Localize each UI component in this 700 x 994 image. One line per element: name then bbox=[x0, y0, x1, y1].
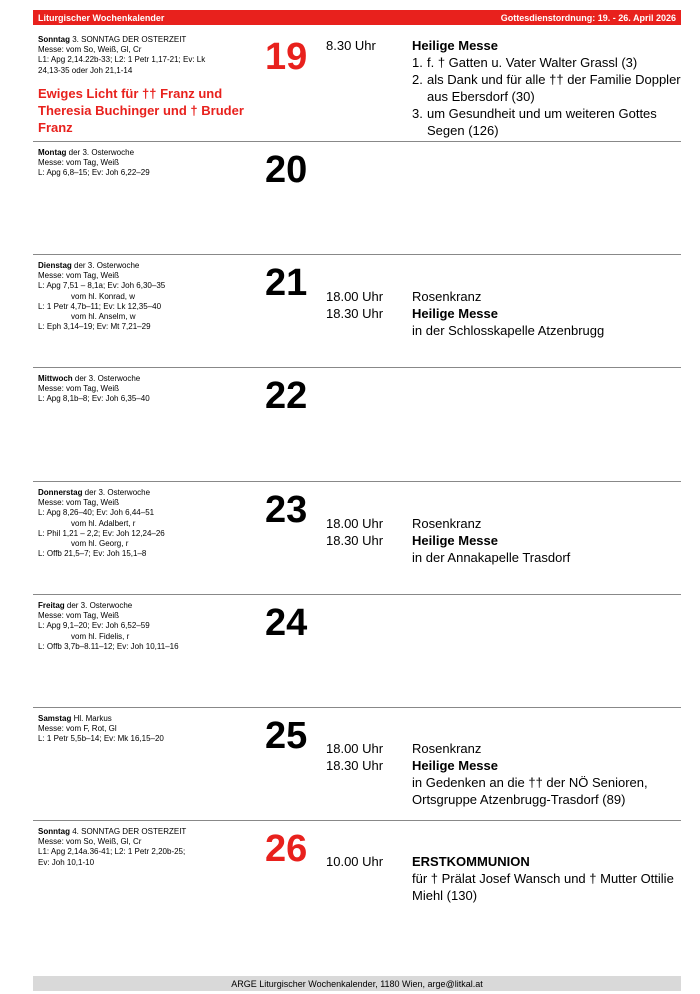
event-item bbox=[326, 853, 681, 904]
liturgy-line: vom hl. Konrad, w bbox=[71, 291, 136, 301]
liturgy-info bbox=[38, 714, 268, 745]
event-text bbox=[412, 853, 681, 904]
liturgy-info bbox=[38, 148, 268, 179]
liturgy-heading bbox=[38, 714, 268, 724]
liturgy-info bbox=[38, 827, 268, 868]
liturgy-line: Messe: vom F, Rot, Gl bbox=[38, 724, 117, 734]
feast-name: 4. SONNTAG DER OSTERZEIT bbox=[70, 827, 187, 836]
event-text bbox=[412, 515, 681, 532]
event-list bbox=[326, 853, 681, 904]
liturgy-line: L: Offb 3,7b–8.11–12; Ev: Joh 10,11–16 bbox=[38, 641, 179, 651]
day-number: 25 bbox=[265, 715, 308, 757]
event-description: in der Schlosskapelle Atzenbrugg bbox=[412, 323, 605, 338]
weekday-name: Donnerstag bbox=[38, 488, 83, 497]
liturgy-line: vom hl. Anselm, w bbox=[71, 312, 136, 322]
liturgy-info bbox=[38, 488, 268, 559]
liturgy-line: Messe: vom Tag, Weiß bbox=[38, 498, 120, 508]
event-time: 18.00 Uhr bbox=[326, 289, 384, 304]
liturgy-line: vom hl. Adalbert, r bbox=[71, 518, 136, 528]
intention-text: als Dank und für alle †† der Familie Doppler aus Ebersdorf (30) bbox=[427, 72, 681, 104]
header-date-range: Gottesdienstordnung: 19. - 26. April 2026 bbox=[500, 12, 676, 23]
event-plain: Rosenkranz bbox=[412, 741, 482, 756]
day-number: 20 bbox=[265, 149, 308, 191]
liturgy-line: L: Apg 6,8–15; Ev: Joh 6,22–29 bbox=[38, 168, 150, 178]
event-plain: Rosenkranz bbox=[412, 289, 482, 304]
intention-number: 3. bbox=[412, 106, 423, 121]
liturgy-line: L: 1 Petr 4,7b–11; Ev: Lk 12,35–40 bbox=[38, 301, 162, 311]
event-description: in Gedenken an die †† der NÖ Senioren, Ortsgruppe Atzenbrugg-Trasdorf (89) bbox=[412, 775, 648, 807]
event-plain: Rosenkranz bbox=[412, 516, 482, 531]
header-title: Liturgischer Wochenkalender bbox=[38, 12, 165, 23]
event-time: 18.30 Uhr bbox=[326, 758, 384, 773]
liturgy-heading bbox=[38, 261, 268, 271]
header-bar bbox=[33, 10, 681, 25]
intention-number: 1. bbox=[412, 55, 423, 70]
day-number: 21 bbox=[265, 262, 308, 304]
day-number: 24 bbox=[265, 602, 308, 644]
liturgy-heading bbox=[38, 601, 268, 611]
liturgy-heading bbox=[38, 827, 268, 837]
event-item bbox=[326, 532, 681, 566]
liturgy-heading bbox=[38, 374, 268, 384]
day-row bbox=[33, 142, 681, 255]
event-item bbox=[326, 515, 681, 532]
event-description: in der Annakapelle Trasdorf bbox=[412, 550, 571, 565]
liturgy-info bbox=[38, 261, 268, 332]
liturgy-info bbox=[38, 374, 268, 405]
day-number: 19 bbox=[265, 36, 308, 78]
event-title: Heilige Messe bbox=[412, 306, 498, 321]
weekday-name: Dienstag bbox=[38, 261, 72, 270]
weekday-name: Mittwoch bbox=[38, 374, 73, 383]
feast-name: der 3. Osterwoche bbox=[66, 148, 135, 157]
weekday-name: Sonntag bbox=[38, 35, 70, 44]
weekday-name: Freitag bbox=[38, 601, 65, 610]
event-title: Heilige Messe bbox=[412, 38, 498, 53]
feast-name: der 3. Osterwoche bbox=[72, 374, 141, 383]
day-row bbox=[33, 708, 681, 821]
liturgy-line: vom hl. Fidelis, r bbox=[71, 631, 130, 641]
liturgy-line: L: Apg 8,26–40; Ev: Joh 6,44–51 bbox=[38, 508, 155, 518]
feast-name: Hl. Markus bbox=[71, 714, 112, 723]
liturgy-line: Messe: vom So, Weiß, Gl, Cr bbox=[38, 45, 142, 55]
weekday-name: Samstag bbox=[38, 714, 72, 723]
event-text bbox=[412, 740, 681, 757]
feast-name: der 3. Osterwoche bbox=[71, 261, 140, 270]
liturgy-line: L1: Apg 2,14a.36-41; L2: 1 Petr 2,20b-25; bbox=[38, 847, 186, 857]
event-list bbox=[326, 740, 681, 808]
liturgy-line: Ev: Joh 10,1-10 bbox=[38, 857, 95, 867]
event-list bbox=[326, 288, 681, 339]
liturgy-heading bbox=[38, 148, 268, 158]
liturgy-line: vom hl. Georg, r bbox=[71, 539, 129, 549]
liturgy-line: Messe: vom So, Weiß, Gl, Cr bbox=[38, 837, 142, 847]
liturgy-line: L1: Apg 2,14.22b-33; L2: 1 Petr 1,17-21; Ev: Lk bbox=[38, 55, 206, 65]
event-time: 18.00 Uhr bbox=[326, 741, 384, 756]
day-row bbox=[33, 821, 681, 934]
feast-name: der 3. Osterwoche bbox=[64, 601, 133, 610]
liturgy-info bbox=[38, 35, 268, 136]
event-list bbox=[326, 515, 681, 566]
event-time: 10.00 Uhr bbox=[326, 854, 384, 869]
intention-item bbox=[412, 71, 681, 105]
liturgy-line: Messe: vom Tag, Weiß bbox=[38, 158, 120, 168]
day-row bbox=[33, 482, 681, 595]
liturgy-line: 24,13-35 oder Joh 21,1-14 bbox=[38, 65, 133, 75]
day-row bbox=[33, 595, 681, 708]
day-number: 26 bbox=[265, 828, 308, 870]
event-description: für † Prälat Josef Wansch und † Mutter Ottilie Miehl (130) bbox=[412, 871, 674, 903]
liturgy-line: L: Apg 9,1–20; Ev: Joh 6,52–59 bbox=[38, 621, 150, 631]
event-text bbox=[412, 288, 681, 305]
eternal-light-note: Ewiges Licht für †† Franz und Theresia Buchinger und † Bruder Franz bbox=[38, 85, 244, 135]
liturgy-line: L: 1 Petr 5,5b–14; Ev: Mk 16,15–20 bbox=[38, 734, 164, 744]
day-row bbox=[33, 29, 681, 142]
event-item bbox=[326, 740, 681, 757]
liturgy-line: L: Eph 3,14–19; Ev: Mt 7,21–29 bbox=[38, 322, 151, 332]
day-number: 22 bbox=[265, 375, 308, 417]
liturgy-heading bbox=[38, 488, 268, 498]
event-list bbox=[326, 37, 681, 139]
weekday-name: Montag bbox=[38, 148, 67, 157]
footer-text: ARGE Liturgischer Wochenkalender, 1180 Wien, arge@litkal.at bbox=[231, 978, 483, 989]
event-item bbox=[326, 288, 681, 305]
feast-name: der 3. Osterwoche bbox=[82, 488, 151, 497]
feast-name: 3. SONNTAG DER OSTERZEIT bbox=[70, 35, 187, 44]
event-title: Heilige Messe bbox=[412, 533, 498, 548]
liturgy-line: Messe: vom Tag, Weiß bbox=[38, 271, 120, 281]
liturgy-line: L: Apg 7,51 – 8,1a; Ev: Joh 6,30–35 bbox=[38, 281, 166, 291]
event-title: ERSTKOMMUNION bbox=[412, 854, 530, 869]
liturgy-line: Messe: vom Tag, Weiß bbox=[38, 384, 120, 394]
event-time: 18.30 Uhr bbox=[326, 533, 384, 548]
event-time: 18.30 Uhr bbox=[326, 306, 384, 321]
event-item bbox=[326, 37, 681, 139]
event-text bbox=[412, 305, 681, 339]
liturgy-line: Messe: vom Tag, Weiß bbox=[38, 611, 120, 621]
intention-number: 2. bbox=[412, 72, 423, 87]
intention-item bbox=[412, 105, 681, 139]
weekday-name: Sonntag bbox=[38, 827, 70, 836]
event-text bbox=[412, 757, 681, 808]
liturgy-heading bbox=[38, 35, 268, 45]
liturgy-line: L: Offb 21,5–7; Ev: Joh 15,1–8 bbox=[38, 549, 147, 559]
intention-text: um Gesundheit und um weiteren Gottes Segen (126) bbox=[427, 106, 657, 138]
event-item bbox=[326, 305, 681, 339]
event-text bbox=[412, 37, 681, 139]
day-number: 23 bbox=[265, 489, 308, 531]
intention-item bbox=[412, 54, 681, 71]
footer-bar bbox=[33, 976, 681, 991]
day-row bbox=[33, 255, 681, 368]
event-item bbox=[326, 757, 681, 808]
intention-text: f. † Gatten u. Vater Walter Grassl (3) bbox=[427, 55, 638, 70]
liturgy-line: L: Phil 1,21 – 2,2; Ev: Joh 12,24–26 bbox=[38, 528, 165, 538]
liturgy-line: L: Apg 8,1b–8; Ev: Joh 6,35–40 bbox=[38, 394, 150, 404]
day-row bbox=[33, 368, 681, 482]
liturgy-info bbox=[38, 601, 268, 652]
event-time: 8.30 Uhr bbox=[326, 38, 376, 53]
event-text bbox=[412, 532, 681, 566]
event-title: Heilige Messe bbox=[412, 758, 498, 773]
event-time: 18.00 Uhr bbox=[326, 516, 384, 531]
